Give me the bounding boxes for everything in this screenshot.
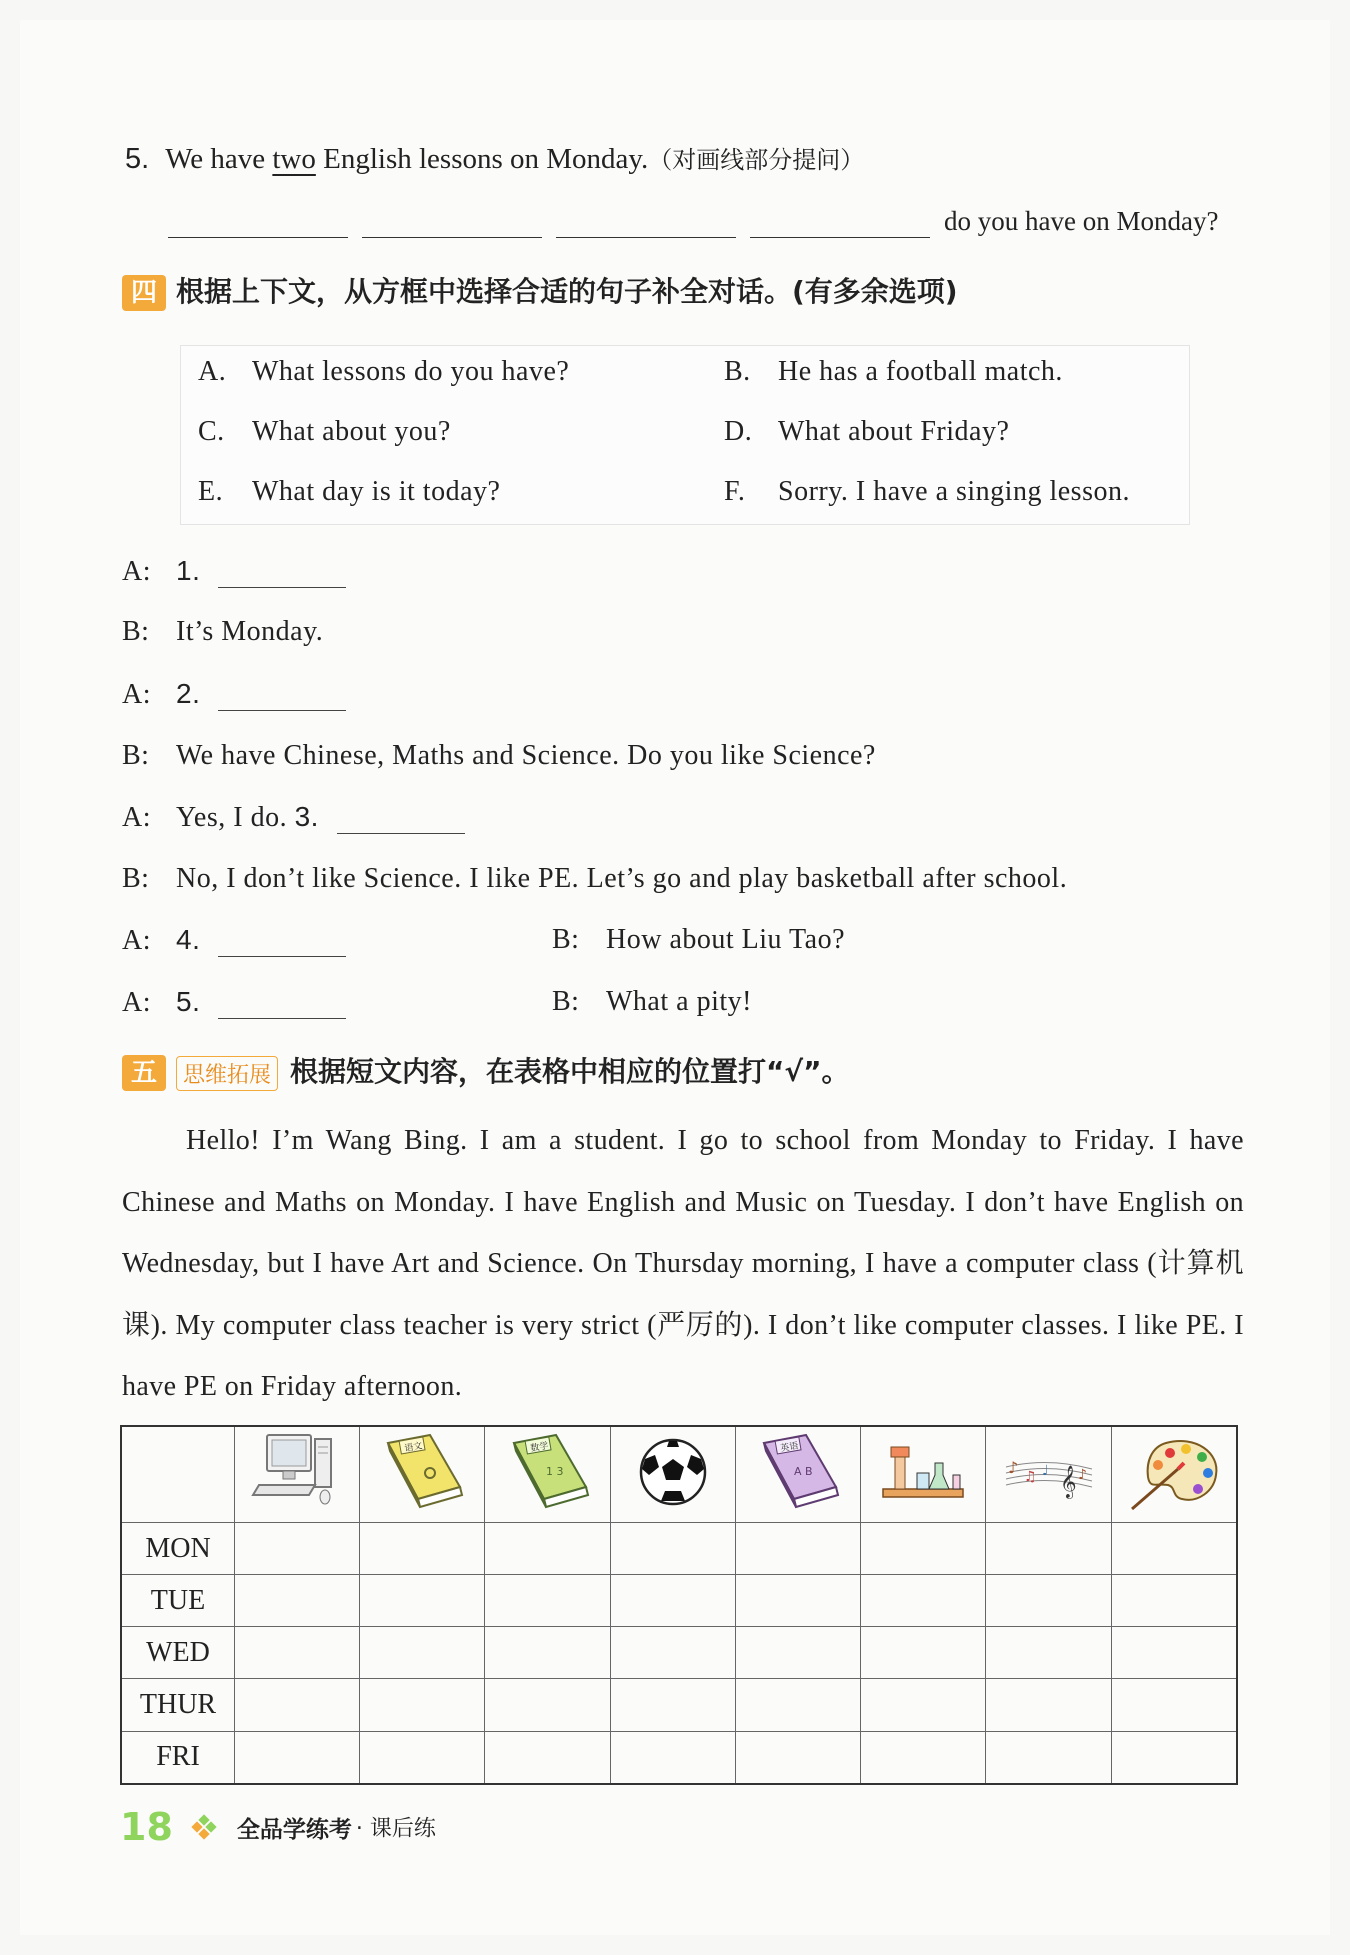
brand-name: 全品学练考 <box>236 1816 352 1843</box>
english-book-icon <box>735 1426 860 1523</box>
tick-cell[interactable] <box>360 1575 485 1627</box>
tick-cell[interactable] <box>986 1731 1111 1784</box>
tick-cell[interactable] <box>485 1523 610 1575</box>
art-palette-icon <box>1111 1426 1237 1523</box>
page-footer <box>120 1805 436 1849</box>
option-d: D. What about Friday? <box>724 416 1010 447</box>
page-number: 18 <box>120 1805 173 1849</box>
tick-cell[interactable] <box>610 1575 735 1627</box>
tick-cell[interactable] <box>735 1575 860 1627</box>
answer-blank[interactable] <box>218 561 346 588</box>
tick-cell[interactable] <box>485 1575 610 1627</box>
day-row <box>121 1523 1237 1575</box>
svg-text:1 3: 1 3 <box>545 1465 564 1478</box>
tick-cell[interactable] <box>235 1627 360 1679</box>
answer-blank[interactable] <box>218 930 346 957</box>
svg-text:♪: ♪ <box>1008 1458 1019 1477</box>
computer-icon <box>235 1426 360 1523</box>
reading-passage: Hello! I’m Wang Bing. I am a student. I go to school from Monday to Friday. I have Chinese and Maths on Monday. I have English and Music on Tuesday. I don’t have English on Wednesday, but I have Art and Science. On Thursday morning, I have a computer class (计算机课). My computer class teacher is very strict (严厉的). I don’t like computer classes. I like PE. I have PE on Friday afternoon. <box>122 1125 1244 1402</box>
answer-blank[interactable] <box>362 207 542 238</box>
q5-answer-tail: do you have on Monday? <box>944 206 1219 236</box>
tick-cell[interactable] <box>360 1523 485 1575</box>
tick-cell[interactable] <box>235 1523 360 1575</box>
section-4-title <box>122 270 958 311</box>
svg-text:数学: 数学 <box>529 1441 549 1455</box>
tick-cell[interactable] <box>735 1679 860 1731</box>
dialogue-line-4: B: We have Chinese, Maths and Science. Do you like Science? <box>122 740 876 771</box>
tick-cell[interactable] <box>861 1523 986 1575</box>
tick-cell[interactable] <box>861 1679 986 1731</box>
option-f: F. Sorry. I have a singing lesson. <box>724 476 1130 507</box>
chinese-book-icon <box>360 1426 485 1523</box>
dialogue-line-1: A: 1. <box>122 555 346 588</box>
timetable-grid <box>120 1425 1238 1785</box>
tick-cell[interactable] <box>360 1627 485 1679</box>
dialogue-line-5: A: Yes, I do. 3. <box>122 801 465 834</box>
answer-blank[interactable] <box>218 992 346 1019</box>
day-label: MON <box>121 1523 235 1575</box>
tick-cell[interactable] <box>986 1575 1111 1627</box>
tick-cell[interactable] <box>861 1731 986 1784</box>
tick-cell[interactable] <box>360 1679 485 1731</box>
option-c: C. What about you? <box>198 416 451 447</box>
corner-cell <box>121 1426 235 1523</box>
q5-underlined: two <box>272 143 316 175</box>
svg-text:♩: ♩ <box>1042 1463 1050 1479</box>
diamond-dots-icon <box>191 1814 217 1840</box>
icon-header-row <box>121 1426 1237 1523</box>
section-5-title <box>122 1050 850 1091</box>
svg-text:A B: A B <box>793 1465 813 1478</box>
tick-cell[interactable] <box>986 1523 1111 1575</box>
day-row <box>121 1731 1237 1784</box>
tick-cell[interactable] <box>235 1731 360 1784</box>
brand-subtitle: · 课后练 <box>355 1816 436 1842</box>
tick-cell[interactable] <box>986 1627 1111 1679</box>
dialogue-line-7a: A: 4. <box>122 924 346 957</box>
svg-text:英语: 英语 <box>779 1441 800 1455</box>
option-a: A. What lessons do you have? <box>198 356 570 387</box>
tick-cell[interactable] <box>235 1575 360 1627</box>
tick-cell[interactable] <box>485 1679 610 1731</box>
football-icon <box>610 1426 735 1523</box>
option-b: B. He has a football match. <box>724 356 1063 387</box>
q5-instruction: （对画线部分提问） <box>648 146 865 174</box>
music-notes-icon <box>986 1426 1111 1523</box>
science-lab-icon <box>861 1426 986 1523</box>
svg-text:♫: ♫ <box>1024 1469 1037 1485</box>
day-row <box>121 1679 1237 1731</box>
answer-blank[interactable] <box>168 207 348 238</box>
tick-cell[interactable] <box>485 1731 610 1784</box>
tick-cell[interactable] <box>735 1627 860 1679</box>
day-row <box>121 1575 1237 1627</box>
tick-cell[interactable] <box>861 1575 986 1627</box>
answer-blank[interactable] <box>218 684 346 711</box>
answer-blank[interactable] <box>750 207 930 238</box>
thinking-tag: 思维拓展 <box>176 1056 278 1091</box>
dialogue-line-7b: B: How about Liu Tao? <box>552 924 846 955</box>
tick-cell[interactable] <box>610 1731 735 1784</box>
tick-cell[interactable] <box>1111 1575 1237 1627</box>
tick-cell[interactable] <box>861 1627 986 1679</box>
tick-cell[interactable] <box>360 1731 485 1784</box>
dialogue-line-3: A: 2. <box>122 678 346 711</box>
tick-cell[interactable] <box>610 1523 735 1575</box>
maths-book-icon <box>485 1426 610 1523</box>
dialogue-line-8a: A: 5. <box>122 986 346 1019</box>
question-number: 5. <box>125 143 150 175</box>
q5-before: We have <box>165 143 273 175</box>
day-row <box>121 1627 1237 1679</box>
section-badge: 四 <box>122 275 166 311</box>
question-5 <box>125 140 864 176</box>
q5-answer-line <box>168 205 1218 238</box>
tick-cell[interactable] <box>1111 1679 1237 1731</box>
day-label: WED <box>121 1627 235 1679</box>
tick-cell[interactable] <box>485 1627 610 1679</box>
svg-text:𝄞: 𝄞 <box>1060 1465 1077 1498</box>
dialogue-line-2: B: It’s Monday. <box>122 616 324 647</box>
svg-text:♪: ♪ <box>1078 1467 1088 1483</box>
dialogue-line-8b: B: What a pity! <box>552 986 752 1017</box>
tick-cell[interactable] <box>986 1679 1111 1731</box>
svg-text:语文: 语文 <box>404 1441 424 1455</box>
answer-blank[interactable] <box>556 207 736 238</box>
tick-cell[interactable] <box>235 1679 360 1731</box>
day-label: FRI <box>121 1731 235 1784</box>
section-badge: 五 <box>122 1055 166 1091</box>
tick-cell[interactable] <box>1111 1731 1237 1784</box>
section-instruction: 根据短文内容，在表格中相应的位置打“√”。 <box>290 1055 850 1088</box>
tick-cell[interactable] <box>1111 1627 1237 1679</box>
tick-cell[interactable] <box>735 1731 860 1784</box>
answer-blank[interactable] <box>337 807 465 834</box>
day-label: TUE <box>121 1575 235 1627</box>
tick-cell[interactable] <box>610 1627 735 1679</box>
q5-after: English lessons on Monday. <box>315 143 649 175</box>
option-e: E. What day is it today? <box>198 476 501 507</box>
dialogue-line-6: B: No, I don’t like Science. I like PE. Let’s go and play basketball after school. <box>122 863 1068 894</box>
tick-cell[interactable] <box>610 1679 735 1731</box>
section-instruction: 根据上下文，从方框中选择合适的句子补全对话。(有多余选项) <box>176 275 958 308</box>
day-label: THUR <box>121 1679 235 1731</box>
tick-cell[interactable] <box>1111 1523 1237 1575</box>
tick-cell[interactable] <box>735 1523 860 1575</box>
